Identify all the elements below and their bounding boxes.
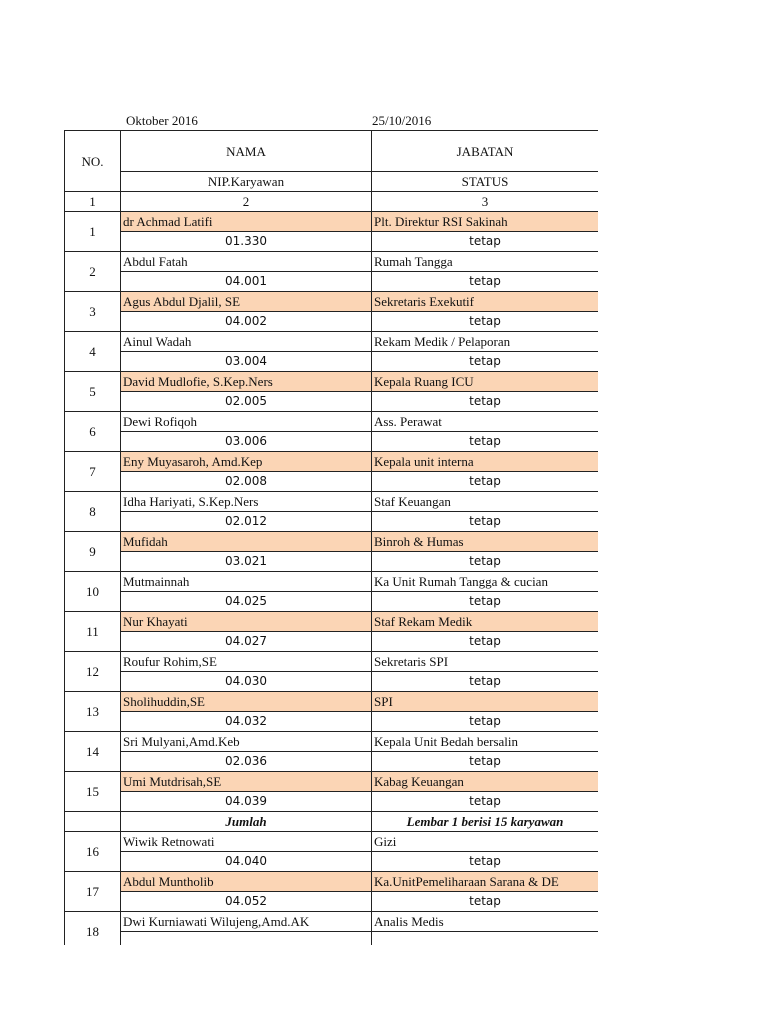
employee-position: Plt. Direktur RSI Sakinah: [372, 212, 599, 232]
employee-number: 17: [65, 872, 121, 912]
employee-position: Kepala Unit Bedah bersalin: [372, 732, 599, 752]
employee-subrow: [65, 392, 599, 412]
employee-subrow: [65, 352, 599, 372]
column-index-1: 1: [65, 192, 121, 212]
employee-position: Ka Unit Rumah Tangga & cucian: [372, 572, 599, 592]
employee-number: 6: [65, 412, 121, 452]
employee-name: Mutmainnah: [121, 572, 372, 592]
employee-number: 16: [65, 832, 121, 872]
employee-nip: 04.025: [121, 592, 372, 612]
employee-number: 12: [65, 652, 121, 692]
header-no: NO.: [65, 131, 121, 192]
employee-nip: 04.030: [121, 672, 372, 692]
employee-subrow: [65, 432, 599, 452]
employee-number: 14: [65, 732, 121, 772]
employee-nip: 04.032: [121, 712, 372, 732]
employee-row: [65, 772, 599, 792]
employee-nip: 03.004: [121, 352, 372, 372]
employee-number: 5: [65, 372, 121, 412]
summary-blank: [65, 812, 121, 832]
employee-status: [372, 932, 599, 946]
employee-name: Abdul Muntholib: [121, 872, 372, 892]
employee-nip: 04.002: [121, 312, 372, 332]
employee-nip: 04.052: [121, 892, 372, 912]
employee-row: [65, 652, 599, 672]
employee-name: Agus Abdul Djalil, SE: [121, 292, 372, 312]
employee-status: tetap: [372, 852, 599, 872]
employee-number: 11: [65, 612, 121, 652]
employee-name: Eny Muyasaroh, Amd.Kep: [121, 452, 372, 472]
employee-row: [65, 412, 599, 432]
employee-status: tetap: [372, 352, 599, 372]
employee-subrow: [65, 592, 599, 612]
employee-status: tetap: [372, 512, 599, 532]
employee-number: 4: [65, 332, 121, 372]
employee-subrow: [65, 232, 599, 252]
employee-table: [64, 130, 598, 945]
employee-nip: 02.005: [121, 392, 372, 412]
employee-position: Sekretaris Exekutif: [372, 292, 599, 312]
employee-name: Ainul Wadah: [121, 332, 372, 352]
employee-number: 13: [65, 692, 121, 732]
report-month: Oktober 2016: [126, 113, 198, 128]
summary-label: Jumlah: [121, 812, 372, 832]
employee-status: tetap: [372, 632, 599, 652]
employee-name: dr Achmad Latifi: [121, 212, 372, 232]
employee-status: tetap: [372, 232, 599, 252]
header-jabatan: JABATAN: [372, 131, 599, 172]
employee-name: Sholihuddin,SE: [121, 692, 372, 712]
employee-position: Staf Keuangan: [372, 492, 599, 512]
employee-status: tetap: [372, 752, 599, 772]
column-index-3: 3: [372, 192, 599, 212]
employee-name: Dwi Kurniawati Wilujeng,Amd.AK: [121, 912, 372, 932]
employee-subrow: [65, 752, 599, 772]
employee-number: 10: [65, 572, 121, 612]
employee-row: [65, 872, 599, 892]
employee-subrow: [65, 312, 599, 332]
employee-status: tetap: [372, 472, 599, 492]
employee-subrow: [65, 552, 599, 572]
summary-row: [65, 812, 599, 832]
employee-nip: 04.039: [121, 792, 372, 812]
employee-number: 9: [65, 532, 121, 572]
employee-sheet: [64, 130, 598, 945]
employee-subrow: [65, 852, 599, 872]
header-nip: NIP.Karyawan: [121, 172, 372, 192]
employee-position: Kepala Ruang ICU: [372, 372, 599, 392]
employee-row: [65, 532, 599, 552]
employee-name: Mufidah: [121, 532, 372, 552]
employee-nip: 04.040: [121, 852, 372, 872]
employee-status: tetap: [372, 592, 599, 612]
employee-row: [65, 572, 599, 592]
employee-nip: 01.330: [121, 232, 372, 252]
employee-row: [65, 292, 599, 312]
employee-row: [65, 492, 599, 512]
employee-nip: 04.027: [121, 632, 372, 652]
employee-name: Nur Khayati: [121, 612, 372, 632]
employee-number: 7: [65, 452, 121, 492]
employee-subrow: [65, 472, 599, 492]
employee-number: 15: [65, 772, 121, 812]
report-date: 25/10/2016: [372, 113, 432, 128]
employee-name: Sri Mulyani,Amd.Keb: [121, 732, 372, 752]
employee-subrow: [65, 712, 599, 732]
employee-row: [65, 732, 599, 752]
employee-name: Roufur Rohim,SE: [121, 652, 372, 672]
employee-position: Rekam Medik / Pelaporan: [372, 332, 599, 352]
employee-position: Kepala unit interna: [372, 452, 599, 472]
employee-nip: 04.001: [121, 272, 372, 292]
employee-row: [65, 452, 599, 472]
employee-number: 3: [65, 292, 121, 332]
employee-subrow: [65, 792, 599, 812]
employee-name: Dewi Rofiqoh: [121, 412, 372, 432]
employee-position: Ass. Perawat: [372, 412, 599, 432]
header-status: STATUS: [372, 172, 599, 192]
employee-status: tetap: [372, 792, 599, 812]
summary-text: Lembar 1 berisi 15 karyawan: [372, 812, 599, 832]
column-index-2: 2: [121, 192, 372, 212]
employee-position: Staf Rekam Medik: [372, 612, 599, 632]
employee-status: tetap: [372, 272, 599, 292]
employee-position: Ka.UnitPemeliharaan Sarana & DE: [372, 872, 599, 892]
employee-subrow: [65, 272, 599, 292]
employee-number: 8: [65, 492, 121, 532]
employee-status: tetap: [372, 552, 599, 572]
employee-row: [65, 692, 599, 712]
header-nama: NAMA: [121, 131, 372, 172]
employee-row: [65, 332, 599, 352]
employee-status: tetap: [372, 672, 599, 692]
employee-row: [65, 612, 599, 632]
employee-nip: 02.008: [121, 472, 372, 492]
employee-name: Idha Hariyati, S.Kep.Ners: [121, 492, 372, 512]
employee-row: [65, 832, 599, 852]
employee-position: Rumah Tangga: [372, 252, 599, 272]
employee-subrow: [65, 512, 599, 532]
employee-nip: [121, 932, 372, 946]
employee-number: 1: [65, 212, 121, 252]
employee-status: tetap: [372, 312, 599, 332]
employee-subrow: [65, 932, 599, 946]
employee-name: David Mudlofie, S.Kep.Ners: [121, 372, 372, 392]
employee-subrow: [65, 892, 599, 912]
employee-name: Umi Mutdrisah,SE: [121, 772, 372, 792]
employee-position: Binroh & Humas: [372, 532, 599, 552]
employee-position: Sekretaris SPI: [372, 652, 599, 672]
employee-status: tetap: [372, 712, 599, 732]
employee-position: Analis Medis: [372, 912, 599, 932]
employee-status: tetap: [372, 392, 599, 412]
employee-status: tetap: [372, 892, 599, 912]
employee-row: [65, 912, 599, 932]
employee-name: Wiwik Retnowati: [121, 832, 372, 852]
employee-position: Kabag Keuangan: [372, 772, 599, 792]
employee-row: [65, 372, 599, 392]
employee-row: [65, 252, 599, 272]
employee-nip: 03.006: [121, 432, 372, 452]
employee-number: 18: [65, 912, 121, 946]
employee-nip: 02.036: [121, 752, 372, 772]
employee-name: Abdul Fatah: [121, 252, 372, 272]
employee-subrow: [65, 672, 599, 692]
employee-number: 2: [65, 252, 121, 292]
employee-subrow: [65, 632, 599, 652]
employee-position: Gizi: [372, 832, 599, 852]
employee-nip: 02.012: [121, 512, 372, 532]
employee-nip: 03.021: [121, 552, 372, 572]
employee-row: [65, 212, 599, 232]
employee-position: SPI: [372, 692, 599, 712]
employee-status: tetap: [372, 432, 599, 452]
